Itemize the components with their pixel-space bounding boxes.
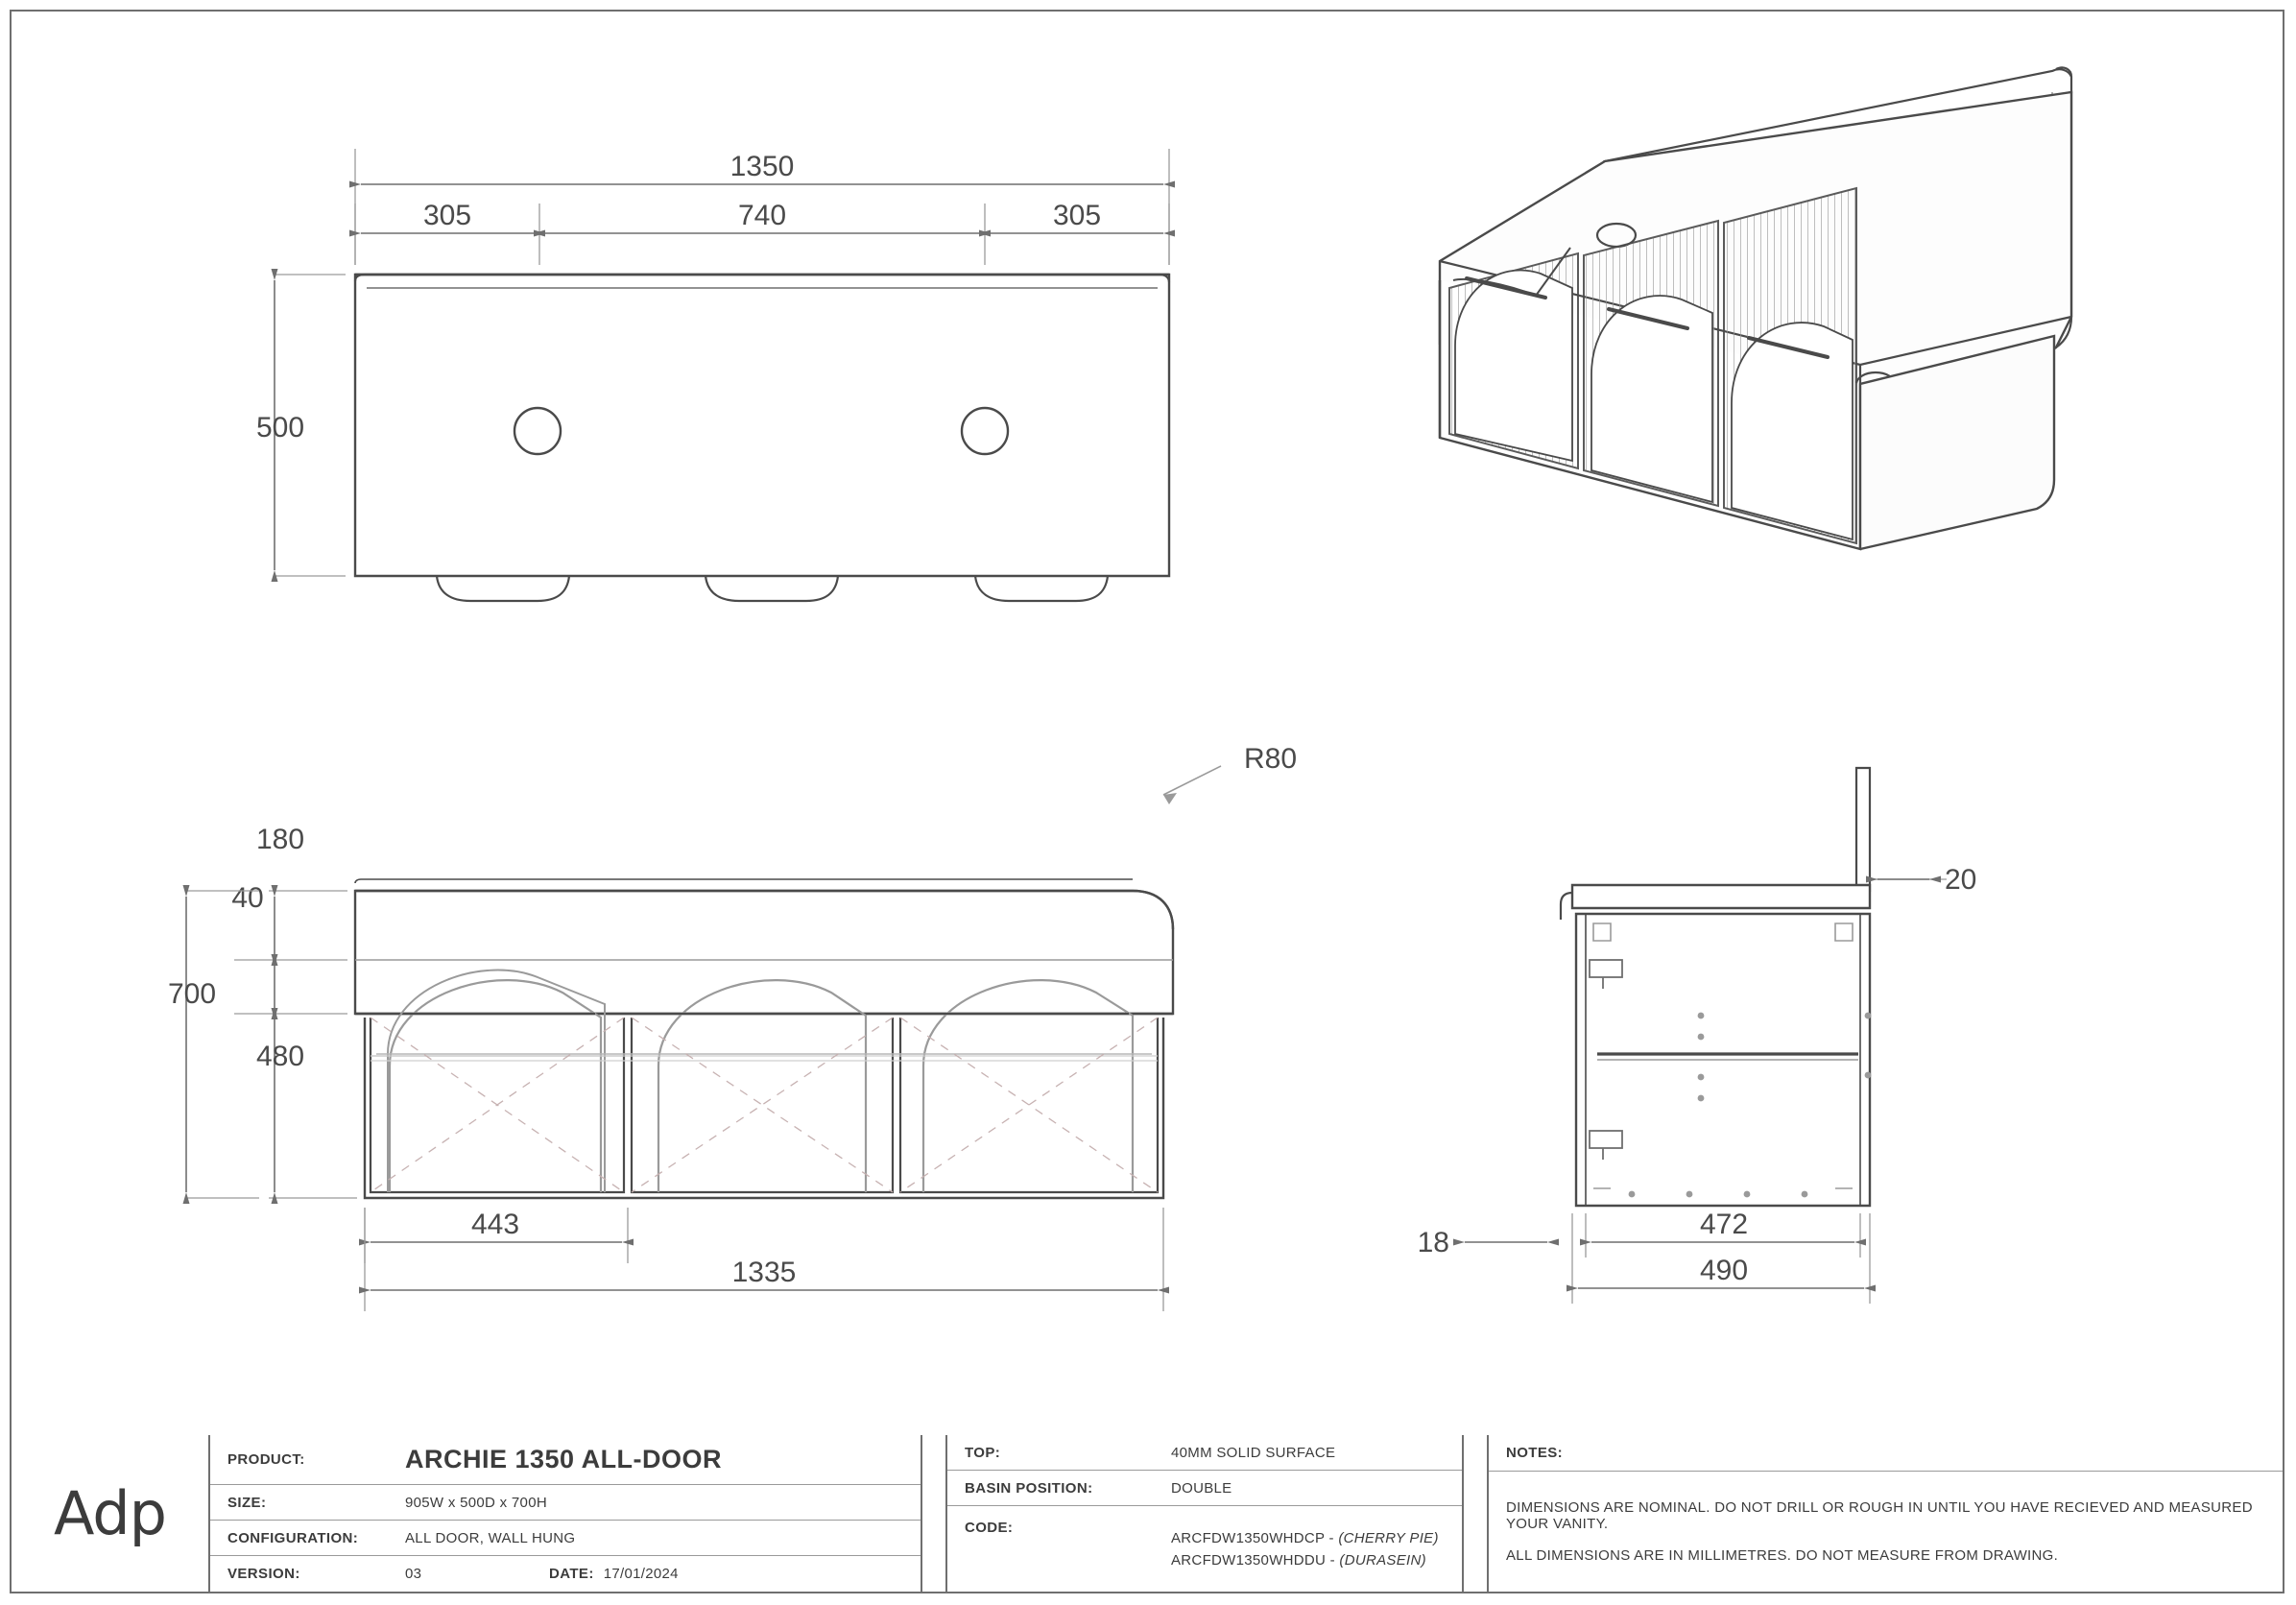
front-elevation-geometry (168, 743, 1297, 1311)
dim-left-segment: 305 (422, 200, 472, 231)
note-line-1: DIMENSIONS ARE NOMINAL. DO NOT DRILL OR ROUGH IN UNTIL YOU HAVE RECIEVED AND MEASURED YOUR VANITY. (1506, 1499, 2253, 1532)
dim-gap: 18 (1417, 1227, 1449, 1258)
title-block-spec (945, 1435, 1464, 1592)
isometric-geometry (1440, 67, 2071, 549)
title-block-gap (922, 1435, 945, 1592)
dim-right-segment: 305 (1052, 200, 1102, 231)
brand-logo-text: Adp (53, 1478, 167, 1548)
dim-door-width: 443 (470, 1209, 520, 1240)
notes-header (1489, 1435, 2283, 1472)
dim-plan-depth: 500 (255, 412, 305, 443)
dim-radius: R80 (1244, 743, 1298, 775)
code-line-2 (1171, 1552, 1439, 1569)
basin-position-label: BASIN POSITION: (965, 1479, 1093, 1497)
product-value: ARCHIE 1350 ALL-DOOR (405, 1445, 723, 1473)
configuration-value: ALL DOOR, WALL HUNG (405, 1529, 576, 1546)
title-block-notes (1487, 1435, 2283, 1592)
code-line-2-material: (DURASEIN) (1339, 1551, 1426, 1569)
notes-body (1489, 1472, 2283, 1592)
notes-label: NOTES: (1506, 1445, 1564, 1461)
code-line-1-text: ARCFDW1350WHDCP - (1171, 1529, 1339, 1546)
code-line-2-text: ARCFDW1350WHDDU - (1171, 1551, 1340, 1569)
version-row (210, 1556, 921, 1592)
plan-view-geometry (256, 149, 1169, 601)
title-block (12, 1435, 2283, 1592)
dim-centre-segment: 740 (737, 200, 787, 231)
dim-counter-thickness-label: 40 (231, 882, 264, 914)
top-row (947, 1435, 1462, 1471)
title-block-main (210, 1435, 922, 1592)
basin-position-value: DOUBLE (1171, 1479, 1232, 1497)
dim-overall-width: 1350 (729, 151, 795, 182)
code-line-1-material: (CHERRY PIE) (1338, 1529, 1439, 1546)
code-values (1171, 1530, 1439, 1569)
dim-door-height: 480 (255, 1041, 305, 1072)
side-elevation-geometry (1418, 768, 1977, 1304)
code-row (947, 1506, 1462, 1592)
title-block-gap-2 (1464, 1435, 1487, 1592)
dim-cabinet-width: 1335 (731, 1257, 797, 1288)
dim-cabinet-depth: 472 (1699, 1209, 1749, 1240)
version-label: VERSION: (227, 1566, 300, 1582)
configuration-label: CONFIGURATION: (227, 1529, 359, 1546)
date-label: DATE: (549, 1566, 594, 1582)
size-label: SIZE: (227, 1494, 267, 1511)
size-row (210, 1485, 921, 1521)
brand-logo (12, 1435, 210, 1592)
basin-position-row (947, 1471, 1462, 1506)
dim-splashback: 20 (1945, 864, 1977, 896)
product-row (210, 1435, 921, 1485)
code-line-1 (1171, 1530, 1439, 1546)
product-label: PRODUCT: (227, 1451, 305, 1468)
dim-overall-depth: 490 (1699, 1255, 1749, 1286)
code-label: CODE: (965, 1520, 1014, 1536)
date-value: 17/01/2024 (603, 1566, 679, 1582)
top-value: 40MM SOLID SURFACE (1171, 1444, 1336, 1461)
note-line-2: ALL DIMENSIONS ARE IN MILLIMETRES. DO NOT MEASURE FROM DRAWING. (1506, 1547, 2059, 1564)
top-label: TOP: (965, 1444, 1001, 1461)
configuration-row (210, 1521, 921, 1556)
dim-overall-height: 700 (167, 978, 217, 1010)
size-value: 905W x 500D x 700H (405, 1494, 547, 1511)
version-value: 03 (405, 1566, 422, 1582)
dim-top-thickness: 180 (255, 824, 305, 855)
